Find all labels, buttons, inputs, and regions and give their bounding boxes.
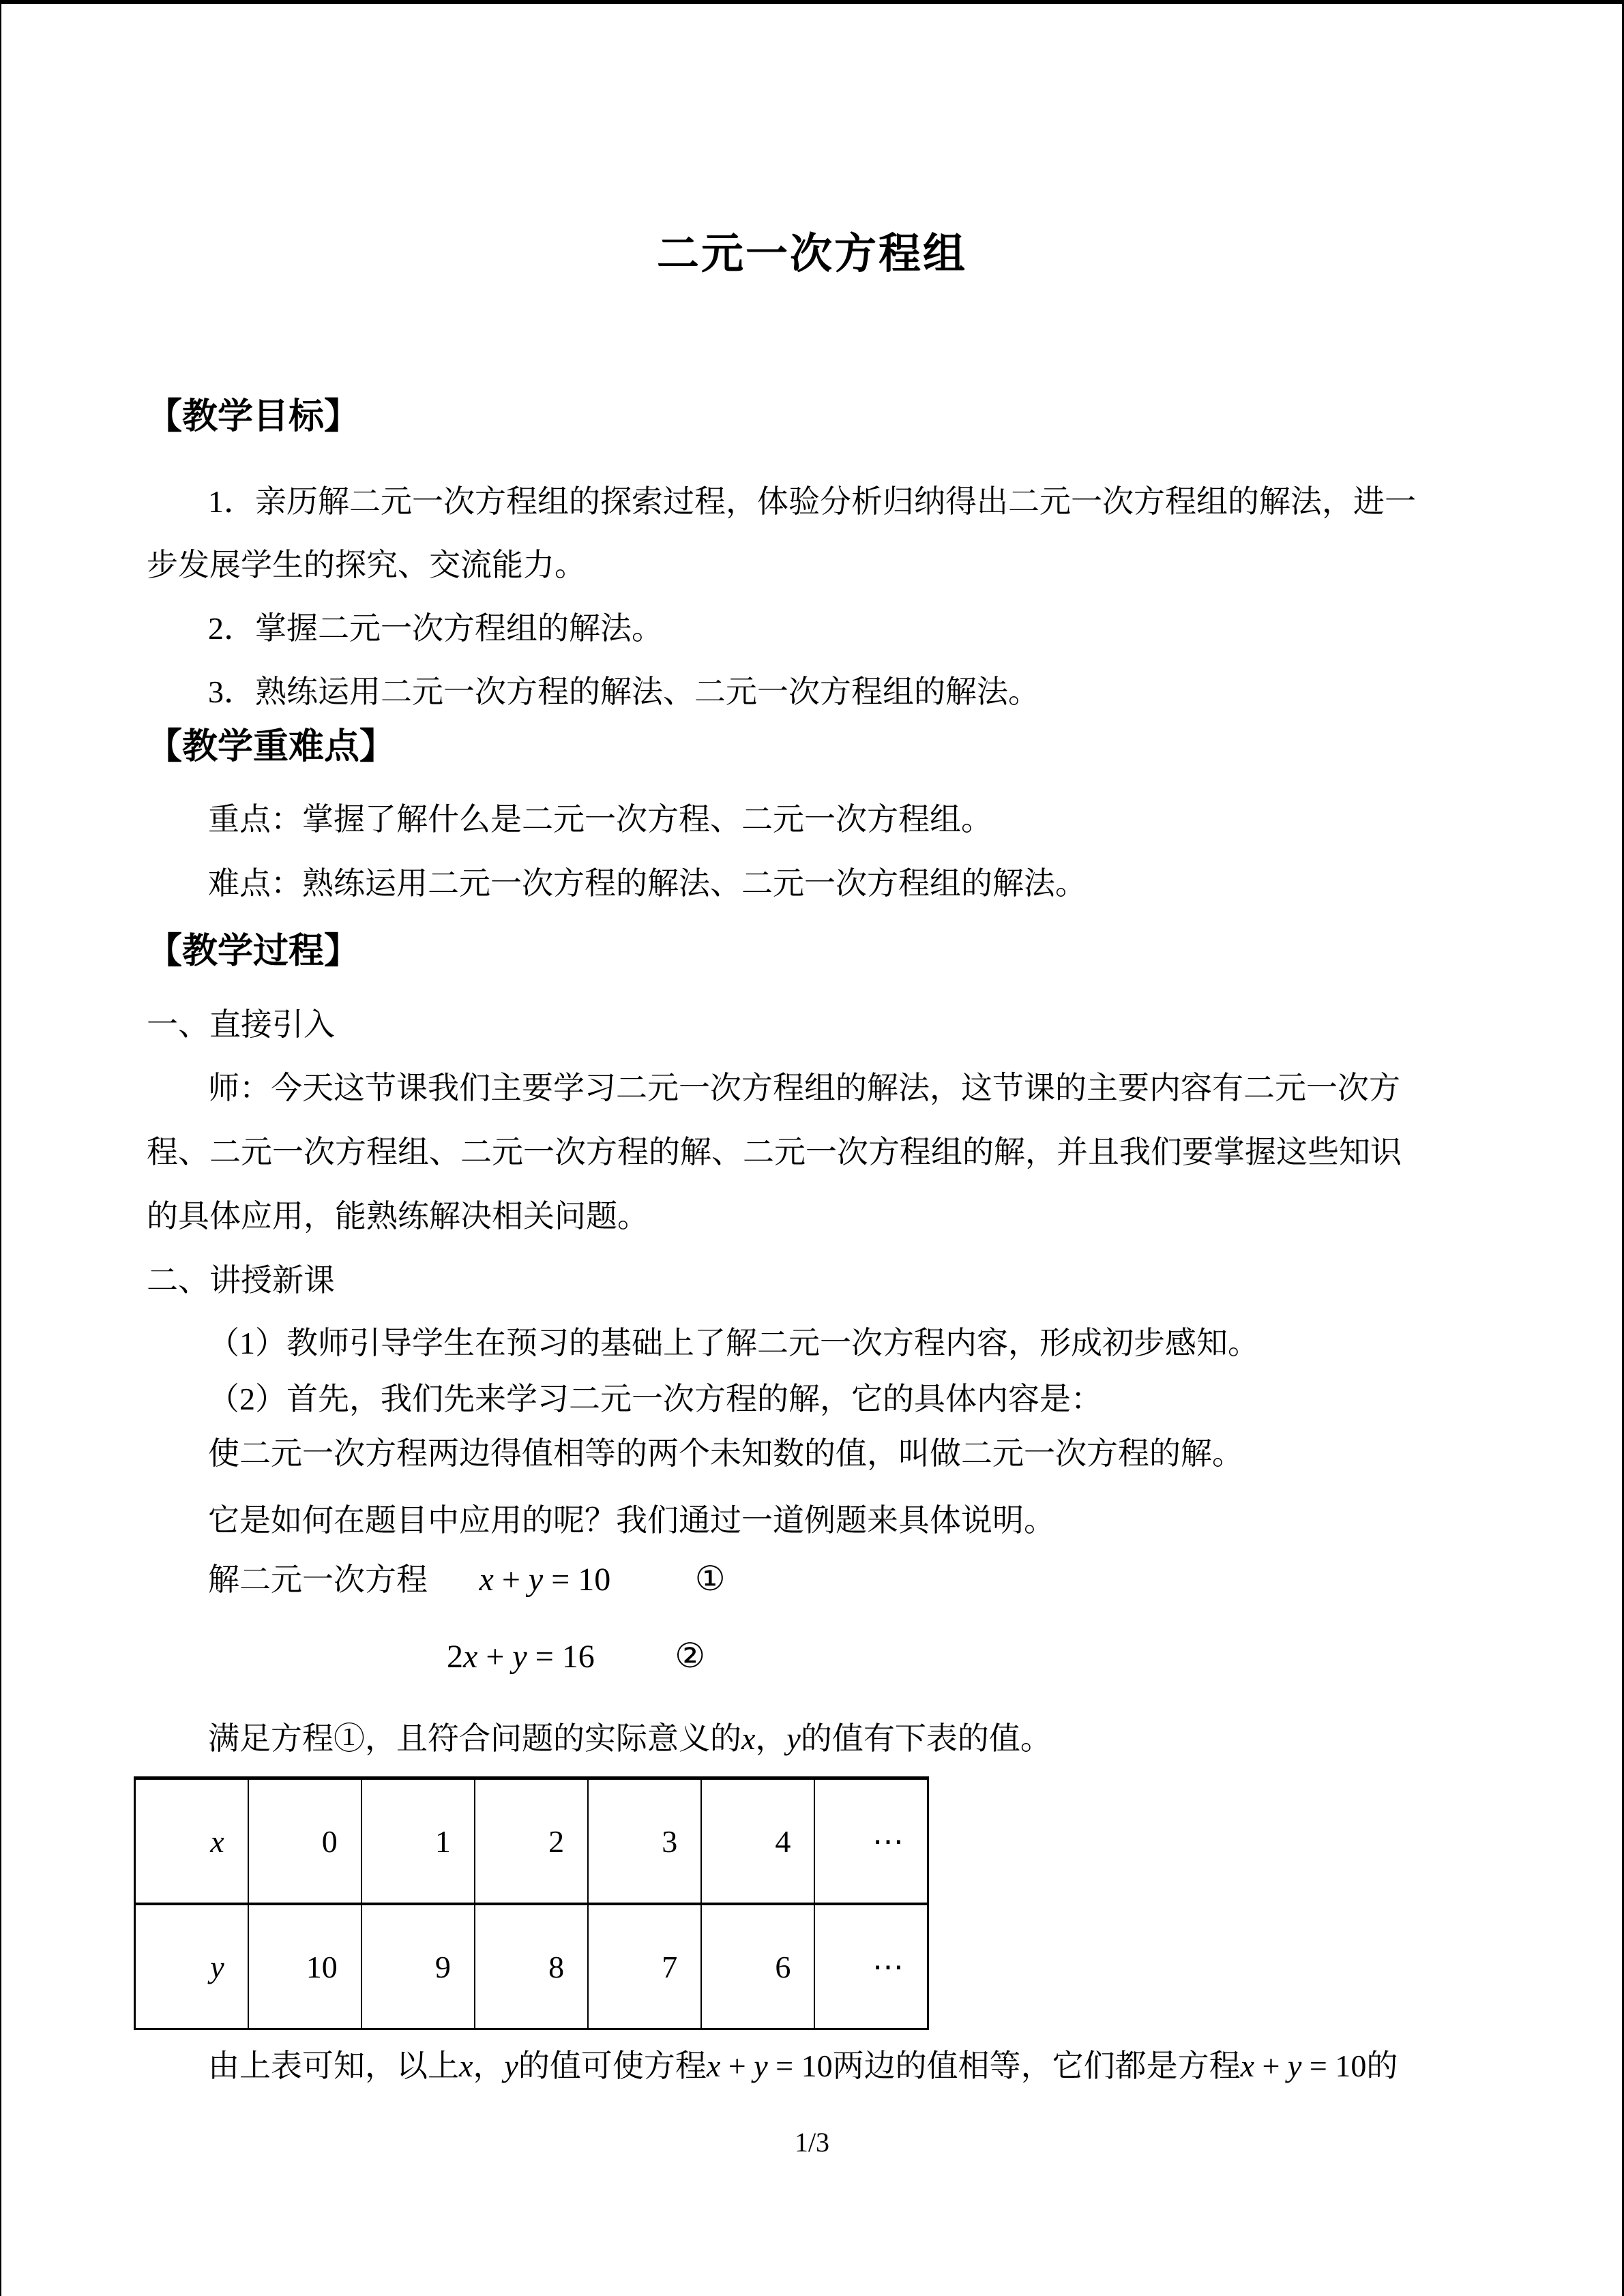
example-equation-2-line	[447, 1635, 705, 1678]
table-cell: 10	[248, 1904, 361, 2029]
objectives-line-2: 步发展学生的探究、交流能力。	[147, 548, 586, 582]
key-point-line-1: 重点：掌握了解什么是二元一次方程、二元一次方程组。	[208, 802, 992, 837]
table-row-y	[135, 1904, 928, 2029]
equation-1: x + y = 10	[479, 1562, 611, 1598]
table-row-x	[135, 1778, 928, 1905]
table-cell-ellipsis: ⋯	[814, 1904, 928, 2029]
table-cell: 9	[361, 1904, 475, 2029]
table-cell: 0	[248, 1778, 361, 1905]
page-edge-top	[0, 0, 1624, 4]
process-part1-title: 一、直接引入	[147, 1007, 335, 1042]
equation-1-label: 解二元一次方程	[208, 1562, 428, 1597]
process-part2-title: 二、讲授新课	[147, 1263, 335, 1298]
section-heading-objectives: 【教学目标】	[147, 397, 360, 436]
objectives-line-3: 2．掌握二元一次方程组的解法。	[208, 611, 663, 646]
table-cell-ellipsis: ⋯	[814, 1778, 928, 1905]
table-cell: 2	[475, 1778, 588, 1905]
section-heading-process: 【教学过程】	[147, 931, 360, 971]
process-part1-line-3: 的具体应用，能熟练解决相关问题。	[147, 1199, 649, 1234]
table-cell: 3	[588, 1778, 701, 1905]
table-conclusion-line: 由上表可知，以上x，y的值可使方程x + y = 10两边的值相等，它们都是方程x + y = 10的	[208, 2048, 1398, 2083]
table-intro-line: 满足方程①，且符合问题的实际意义的x，y的值有下表的值。	[208, 1721, 1052, 1756]
process-part2-line-3: 使二元一次方程两边得值相等的两个未知数的值，叫做二元一次方程的解。	[208, 1436, 1243, 1471]
equation-1-marker: ①	[694, 1560, 726, 1598]
key-point-line-2: 难点：熟练运用二元一次方程的解法、二元一次方程组的解法。	[208, 866, 1087, 901]
table-cell-y-head: y	[135, 1904, 248, 2029]
page-number: 1/3	[794, 2127, 830, 2158]
table-cell: 4	[701, 1778, 814, 1905]
process-part2-line-4: 它是如何在题目中应用的呢？我们通过一道例题来具体说明。	[208, 1503, 1055, 1538]
table-cell: 8	[475, 1904, 588, 2029]
process-part2-line-1: （1）教师引导学生在预习的基础上了解二元一次方程内容，形成初步感知。	[208, 1326, 1259, 1360]
table-cell: 1	[361, 1778, 475, 1905]
xy-values-table	[134, 1776, 929, 2030]
process-part2-line-2: （2）首先，我们先来学习二元一次方程的解，它的具体内容是：	[208, 1382, 1102, 1416]
equation-2-marker: ②	[675, 1637, 706, 1675]
doc-title: 二元一次方程组	[656, 231, 967, 278]
process-part1-line-1: 师：今天这节课我们主要学习二元一次方程组的解法，这节课的主要内容有二元一次方	[208, 1071, 1400, 1105]
table-cell: 6	[701, 1904, 814, 2029]
equation-2: 2x + y = 16	[447, 1639, 595, 1675]
page-edge-left	[0, 0, 1, 2296]
table-cell-x-head: x	[135, 1778, 248, 1905]
example-equation-1-line	[208, 1558, 726, 1600]
table-cell: 7	[588, 1904, 701, 2029]
section-heading-key-points: 【教学重难点】	[147, 727, 396, 766]
process-part1-line-2: 程、二元一次方程组、二元一次方程的解、二元一次方程组的解，并且我们要掌握这些知识	[147, 1135, 1402, 1169]
objectives-line-1: 1．亲历解二元一次方程组的探索过程，体验分析归纳得出二元一次方程组的解法，进一	[208, 484, 1416, 519]
objectives-line-4: 3．熟练运用二元一次方程的解法、二元一次方程组的解法。	[208, 674, 1039, 709]
